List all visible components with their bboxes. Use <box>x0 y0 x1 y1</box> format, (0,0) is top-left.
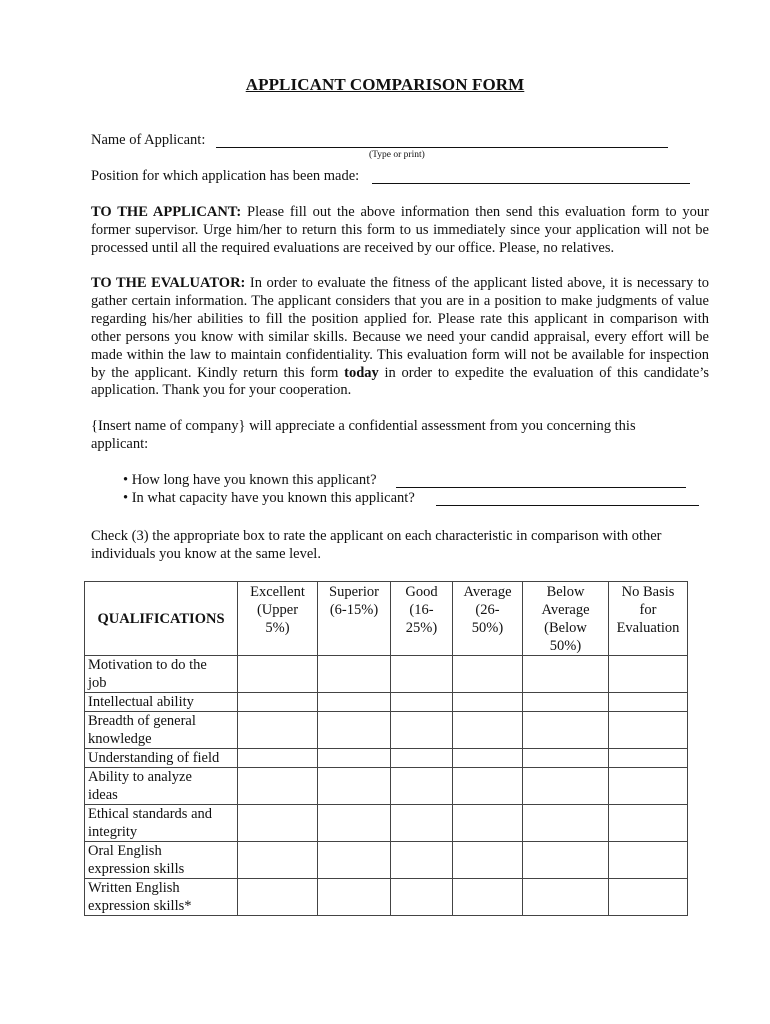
rating-header-line: No Basis <box>621 584 675 600</box>
rating-header-below-average <box>523 582 609 656</box>
rating-checkbox-cell[interactable] <box>318 768 391 805</box>
question-text: In what capacity have you known this applicant? <box>131 490 415 506</box>
applicant-body: Please fill out the above information then send this evaluation form to your former supervisor. Urge him/her to return this form to us immediately since your application will not be processed until all the required evaluations are received by our office. Please, no relatives. <box>91 204 709 256</box>
rating-checkbox-cell[interactable] <box>609 712 688 749</box>
rating-checkbox-cell[interactable] <box>238 768 318 805</box>
rating-checkbox-cell[interactable] <box>523 749 609 768</box>
applicant-heading: TO THE APPLICANT: <box>91 204 242 220</box>
applicant-name-label: Name of Applicant: <box>91 132 206 148</box>
rating-checkbox-cell[interactable] <box>318 879 391 916</box>
qualification-label <box>85 879 238 916</box>
qualification-label-line: Ethical standards and <box>88 806 213 822</box>
known-duration-field[interactable] <box>396 473 686 488</box>
rating-checkbox-cell[interactable] <box>609 768 688 805</box>
evaluator-instructions <box>91 275 709 400</box>
qualification-label-line: knowledge <box>88 731 152 747</box>
question-known-duration: • How long have you known this applicant? <box>123 472 377 488</box>
evaluator-body-before: In order to evaluate the fitness of the applicant listed above, it is necessary to gather certain information. The applicant considers that you are in a position to make judgments of value regarding his/her abilities to fill the position applied for. Please rate this applicant in comparison with other persons you know with similar skills. Because we need your candid appraisal, every effort will be made within the law to maintain confidentiality. This evaluation form will not be available for inspection by the applicant. Kindly return this form <box>91 275 709 381</box>
rating-header-line: (16- <box>409 602 434 618</box>
qualification-label-line: expression skills <box>88 861 185 877</box>
rating-header-line: (26- <box>475 602 500 618</box>
rating-checkbox-cell[interactable] <box>609 879 688 916</box>
rating-header-line: Average <box>463 584 512 600</box>
rating-checkbox-cell[interactable] <box>391 768 453 805</box>
rating-header-superior <box>318 582 391 656</box>
position-label: Position for which application has been made: <box>91 168 360 184</box>
evaluator-emphasis: today <box>344 364 379 381</box>
evaluator-body-after: in order to expedite the evaluation of this candidate’s application. Thank you for your cooperation. <box>91 364 709 399</box>
rating-checkbox-cell[interactable] <box>391 805 453 842</box>
rating-header-line: Excellent <box>250 584 305 600</box>
company-note: {Insert name of company} will appreciate a confidential assessment from you concerning this applicant: <box>91 418 636 452</box>
qualification-label <box>85 805 238 842</box>
rating-checkbox-cell[interactable] <box>318 805 391 842</box>
rating-checkbox-cell[interactable] <box>523 879 609 916</box>
rating-checkbox-cell[interactable] <box>523 693 609 712</box>
qualification-label-line: Intellectual ability <box>88 694 194 710</box>
rating-checkbox-cell[interactable] <box>453 842 523 879</box>
rating-checkbox-cell[interactable] <box>609 805 688 842</box>
qualification-label <box>85 749 238 768</box>
rating-header-excellent <box>238 582 318 656</box>
qualification-label-line: Written English <box>88 880 180 896</box>
rating-checkbox-cell[interactable] <box>318 656 391 693</box>
rating-checkbox-cell[interactable] <box>391 842 453 879</box>
rating-checkbox-cell[interactable] <box>453 749 523 768</box>
rating-checkbox-cell[interactable] <box>609 749 688 768</box>
rating-checkbox-cell[interactable] <box>391 693 453 712</box>
table-row <box>85 712 688 749</box>
rating-checkbox-cell[interactable] <box>523 768 609 805</box>
rating-header-line: 50%) <box>471 620 504 636</box>
rating-checkbox-cell[interactable] <box>453 768 523 805</box>
qualification-label-line: job <box>88 675 107 691</box>
qualification-label-line: ideas <box>88 787 118 803</box>
rating-header-line: (6-15%) <box>329 602 379 618</box>
applicant-instructions <box>91 204 709 258</box>
rating-checkbox-cell[interactable] <box>238 656 318 693</box>
qualification-label <box>85 656 238 693</box>
rating-checkbox-cell[interactable] <box>453 656 523 693</box>
qualification-label-line: Motivation to do the <box>88 657 207 673</box>
rating-checkbox-cell[interactable] <box>238 693 318 712</box>
rating-checkbox-cell[interactable] <box>609 842 688 879</box>
rating-header-line: Average <box>541 602 590 618</box>
table-row <box>85 693 688 712</box>
qualification-label <box>85 712 238 749</box>
rating-header-line: for <box>639 602 657 618</box>
qualification-label-line: Oral English <box>88 843 162 859</box>
rating-checkbox-cell[interactable] <box>523 712 609 749</box>
rating-rows <box>85 656 688 916</box>
table-row <box>85 879 688 916</box>
rating-checkbox-cell[interactable] <box>453 712 523 749</box>
qualification-label-line: expression skills* <box>88 898 192 914</box>
rating-header-line: 25%) <box>405 620 438 636</box>
applicant-name-hint: (Type or print) <box>369 150 425 160</box>
qualification-label <box>85 768 238 805</box>
table-row <box>85 842 688 879</box>
rating-checkbox-cell[interactable] <box>318 693 391 712</box>
table-row <box>85 656 688 693</box>
rating-checkbox-cell[interactable] <box>391 712 453 749</box>
position-field[interactable] <box>372 169 690 184</box>
rating-header-line: Below <box>546 584 585 600</box>
form-title: APPLICANT COMPARISON FORM <box>245 75 525 94</box>
rating-checkbox-cell[interactable] <box>391 879 453 916</box>
known-capacity-field[interactable] <box>436 491 699 506</box>
rating-table <box>84 581 688 916</box>
qualification-label <box>85 693 238 712</box>
evaluator-heading: TO THE EVALUATOR: <box>91 275 246 291</box>
rating-checkbox-cell[interactable] <box>453 693 523 712</box>
rating-header-line: Evaluation <box>616 620 680 636</box>
rating-checkbox-cell[interactable] <box>609 693 688 712</box>
question-text: How long have you known this applicant? <box>131 472 377 488</box>
rating-checkbox-cell[interactable] <box>238 712 318 749</box>
rating-checkbox-cell[interactable] <box>238 805 318 842</box>
rating-checkbox-cell[interactable] <box>238 879 318 916</box>
rating-header-good <box>391 582 453 656</box>
qualifications-header: QUALIFICATIONS <box>85 582 238 656</box>
rating-header-line: (Below <box>544 620 587 636</box>
rating-checkbox-cell[interactable] <box>453 805 523 842</box>
rating-checkbox-cell[interactable] <box>523 656 609 693</box>
qualification-label-line: Understanding of field <box>88 750 220 766</box>
rating-checkbox-cell[interactable] <box>523 805 609 842</box>
rating-checkbox-cell[interactable] <box>238 749 318 768</box>
applicant-name-field[interactable] <box>216 133 668 148</box>
rating-checkbox-cell[interactable] <box>453 879 523 916</box>
rating-checkbox-cell[interactable] <box>318 749 391 768</box>
qualification-label-line: Breadth of general <box>88 713 196 729</box>
rating-header-line: 5%) <box>265 620 290 636</box>
rating-checkbox-cell[interactable] <box>318 712 391 749</box>
qualification-label <box>85 842 238 879</box>
qualification-label-line: integrity <box>88 824 138 840</box>
rating-checkbox-cell[interactable] <box>238 842 318 879</box>
rating-header-average <box>453 582 523 656</box>
question-known-capacity: • In what capacity have you known this applicant? <box>123 490 415 506</box>
rating-header-line: Good <box>405 584 438 600</box>
rating-checkbox-cell[interactable] <box>391 656 453 693</box>
rating-checkbox-cell[interactable] <box>609 656 688 693</box>
table-row <box>85 805 688 842</box>
rating-instructions: Check (3) the appropriate box to rate the applicant on each characteristic in comparison with other individuals you know at the same level. <box>91 528 662 562</box>
rating-checkbox-cell[interactable] <box>523 842 609 879</box>
qualification-label-line: Ability to analyze <box>88 769 192 785</box>
rating-checkbox-cell[interactable] <box>391 749 453 768</box>
rating-header-line: Superior <box>329 584 379 600</box>
rating-header-line: 50%) <box>549 638 582 654</box>
rating-checkbox-cell[interactable] <box>318 842 391 879</box>
rating-header-no-basis <box>609 582 688 656</box>
table-row <box>85 749 688 768</box>
table-row <box>85 768 688 805</box>
rating-header-line: (Upper <box>256 602 299 618</box>
table-header-row <box>85 582 688 656</box>
